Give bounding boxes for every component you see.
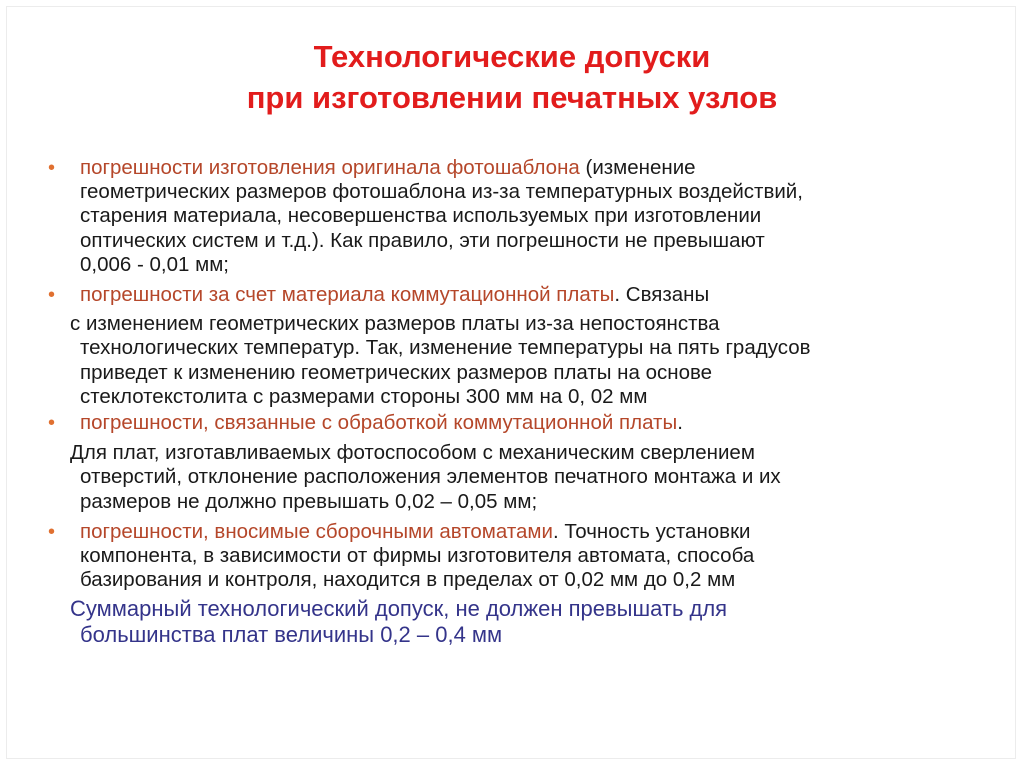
paragraph-1-line-2: технологических температур. Так, изменение температуры на пять градусов <box>80 336 811 360</box>
bullet-1-line-3: старения материала, несовершенства используемых при изготовлении <box>80 204 762 228</box>
paragraph-2-line-1: Для плат, изготавливаемых фотоспособом с механическим сверлением <box>70 441 755 465</box>
bullet-3-rest: . <box>677 411 683 435</box>
bullet-4-line-3: базирования и контроля, находится в пределах от 0,02 мм до 0,2 мм <box>80 568 736 592</box>
bullet-marker: • <box>48 284 56 307</box>
bullet-1-line-2: геометрических размеров фотошаблона из-за температурных воздействий, <box>80 180 803 204</box>
summary-paragraph <box>48 596 968 648</box>
bullet-marker: • <box>48 412 56 435</box>
summary-line-2: большинства плат величины 0,2 – 0,4 мм <box>80 622 503 648</box>
bullet-2-line-1 <box>80 283 968 307</box>
bullet-2-highlight: погрешности за счет материала коммутационной платы <box>80 283 615 307</box>
bullet-3-line-1 <box>80 411 968 435</box>
slide-body <box>48 156 968 648</box>
bullet-marker: • <box>48 520 56 543</box>
paragraph-2-line-2: отверстий, отклонение расположения элементов печатного монтажа и их <box>80 465 781 489</box>
summary-line-1: Суммарный технологический допуск, не должен превышать для <box>70 596 728 622</box>
bullet-item-4 <box>48 520 968 593</box>
bullet-1-line-1 <box>80 156 968 180</box>
slide-title-line-2: при изготовлении печатных узлов <box>246 80 778 115</box>
bullet-4-line-2: компонента, в зависимости от фирмы изготовителя автомата, способа <box>80 544 755 568</box>
bullet-3-highlight: погрешности, связанные с обработкой коммутационной платы <box>80 411 678 435</box>
paragraph-2 <box>48 441 968 514</box>
bullet-4-highlight: погрешности, вносимые сборочными автоматами <box>80 519 553 543</box>
paragraph-2-line-3: размеров не должно превышать 0,02 – 0,05 мм; <box>80 489 538 513</box>
slide-title <box>0 36 1024 118</box>
bullet-1-rest: (изменение <box>579 156 696 179</box>
paragraph-1-line-3: приведет к изменению геометрических размеров платы на основе <box>80 360 713 384</box>
bullet-4-rest: . Точность установки <box>552 519 751 543</box>
bullet-item-2 <box>48 283 968 307</box>
bullet-4-line-1 <box>80 520 968 544</box>
paragraph-1 <box>48 312 968 409</box>
bullet-marker: • <box>48 157 56 179</box>
bullet-1-line-5: 0,006 - 0,01 мм; <box>80 252 229 276</box>
bullet-item-3 <box>48 411 968 435</box>
bullet-1-highlight: погрешности изготовления оригинала фотошаблона <box>80 156 580 179</box>
paragraph-1-line-1: с изменением геометрических размеров платы из-за непостоянства <box>70 312 720 336</box>
paragraph-1-line-4: стеклотекстолита с размерами стороны 300 мм на 0, 02 мм <box>80 384 648 408</box>
bullet-2-rest: . Связаны <box>614 283 710 307</box>
bullet-1-line-4: оптических систем и т.д.). Как правило, эти погрешности не превышают <box>80 228 765 252</box>
slide-title-line-1: Технологические допуски <box>313 39 711 74</box>
bullet-item-1 <box>48 156 968 277</box>
